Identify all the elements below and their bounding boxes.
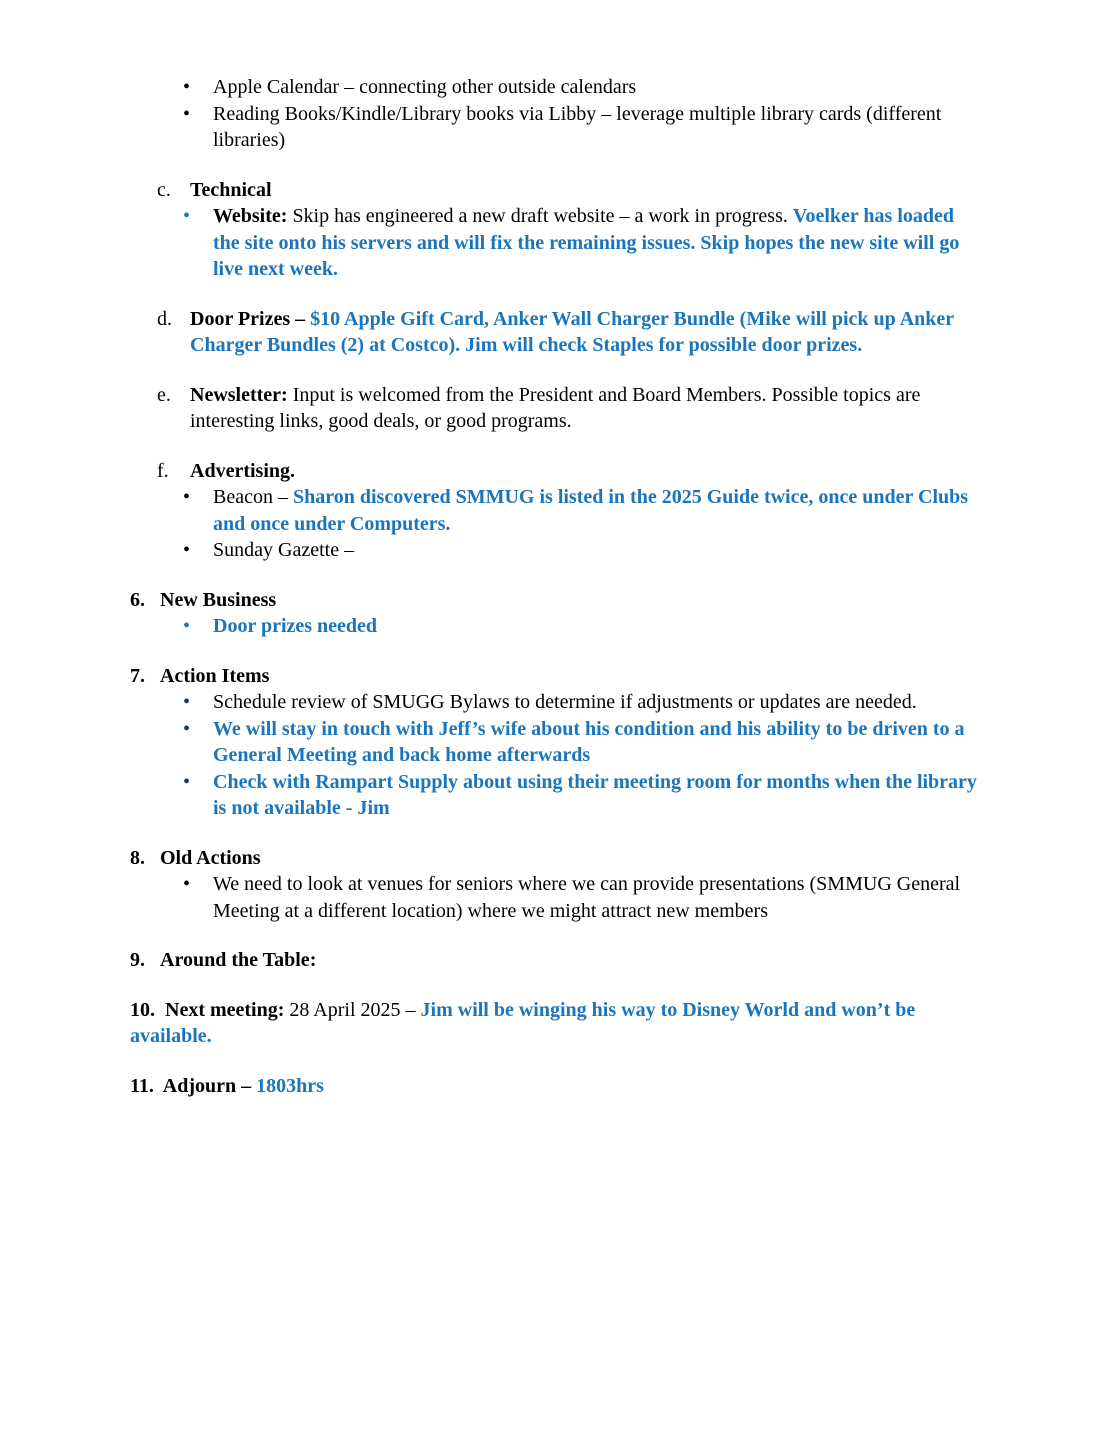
section-door-prizes	[130, 306, 984, 359]
section-new-business	[130, 587, 984, 640]
section-technical	[130, 177, 984, 283]
bullet-icon	[183, 689, 190, 716]
list-item-text	[213, 691, 917, 713]
section-newsletter	[130, 382, 984, 435]
list-item-text	[213, 718, 965, 767]
bullet-item	[130, 769, 984, 822]
bullet-item	[130, 537, 984, 564]
list-item-text	[160, 589, 276, 611]
bullet-icon	[183, 484, 190, 511]
numbered-heading	[130, 845, 984, 872]
text-segment: Reading Books/Kindle/Library books via Libby – leverage multiple library cards (different libraries)	[213, 102, 942, 151]
bullet-item	[130, 716, 984, 769]
list-marker: f.	[157, 459, 169, 482]
bullet-icon	[183, 871, 190, 898]
list-marker: d.	[157, 307, 172, 330]
list-item-text	[213, 771, 977, 820]
bullet-item	[130, 871, 984, 924]
list-marker: c.	[157, 178, 171, 201]
paragraph	[130, 997, 984, 1050]
numbered-heading	[130, 663, 984, 690]
bullet-icon	[183, 613, 190, 640]
list-item-text	[160, 847, 261, 869]
list-group	[130, 74, 984, 154]
list-item-text	[160, 949, 316, 971]
list-item-text	[160, 665, 269, 687]
text-segment: Advertising.	[190, 459, 295, 482]
bullet-icon	[183, 537, 190, 564]
list-marker: 7.	[130, 664, 145, 687]
list-marker: e.	[157, 383, 171, 406]
text-segment: Newsletter:	[190, 383, 293, 406]
letter-item	[130, 382, 984, 435]
list-item-text	[213, 205, 959, 280]
text-segment: 1803hrs	[256, 1074, 324, 1097]
list-item-text	[190, 179, 272, 201]
section-next-meeting	[130, 997, 984, 1050]
text-segment: Apple Calendar – connecting other outside calendars	[213, 76, 637, 98]
letter-item	[130, 177, 984, 204]
text-segment: We need to look at venues for seniors where we can provide presentations (SMMUG General Meeting at a different location) where we might attract new members	[213, 873, 961, 922]
text-segment: Voelker has loaded the site onto his servers and will fix the remaining issues. Skip hopes the new site will go live next week.	[213, 205, 960, 280]
list-item-text	[213, 539, 354, 561]
bullet-item	[130, 74, 984, 101]
text-segment: Action Items	[160, 664, 270, 687]
list-item-text	[190, 384, 920, 433]
text-segment: We will stay in touch with Jeff’s wife about his condition and his ability to be driven to a General Meeting and back home afterwards	[213, 717, 965, 766]
text-segment: 28 April 2025 –	[289, 998, 421, 1021]
text-segment: $10 Apple Gift Card, Anker Wall Charger Bundle (Mike will pick up Anker Charger Bundles (2) at Costco). Jim will check Staples for possible door prizes.	[190, 307, 954, 356]
list-marker: 6.	[130, 588, 145, 611]
bullet-icon	[183, 716, 190, 743]
list-item-text	[190, 308, 954, 357]
text-segment: 10. Next meeting:	[130, 998, 290, 1021]
bullet-icon	[183, 203, 190, 230]
section-old-actions	[130, 845, 984, 925]
text-segment: Door prizes needed	[213, 615, 378, 637]
section-adjourn	[130, 1073, 984, 1100]
text-segment: Input is welcomed from the President and Board Members. Possible topics are interesting links, good deals, or good programs.	[190, 383, 921, 432]
list-item-text	[213, 873, 960, 922]
list-marker: 8.	[130, 846, 145, 869]
letter-item	[130, 306, 984, 359]
text-segment: Skip has engineered a new draft website – a work in progress.	[292, 205, 793, 227]
bullet-item	[130, 484, 984, 537]
letter-item	[130, 458, 984, 485]
bullet-item	[130, 613, 984, 640]
list-item-text	[213, 76, 636, 98]
text-segment: New Business	[160, 588, 277, 611]
bullet-icon	[183, 769, 190, 796]
bullet-icon	[183, 101, 190, 128]
list-item-text	[213, 486, 968, 535]
list-item-text	[130, 999, 915, 1048]
bullet-item	[130, 689, 984, 716]
list-item-text	[190, 460, 295, 482]
list-item-text	[213, 615, 377, 637]
paragraph	[130, 1073, 984, 1100]
list-item-text	[130, 1075, 324, 1097]
text-segment: Schedule review of SMUGG Bylaws to determine if adjustments or updates are needed.	[213, 691, 917, 713]
numbered-heading	[130, 587, 984, 614]
section-action-items	[130, 663, 984, 822]
text-segment: 11. Adjourn –	[130, 1074, 257, 1097]
text-segment: Website:	[213, 205, 293, 227]
text-segment: Door Prizes –	[190, 307, 311, 330]
bullet-item	[130, 203, 984, 283]
text-segment: Beacon –	[213, 486, 293, 508]
list-item-text	[213, 103, 941, 152]
text-segment: Around the Table:	[160, 949, 317, 971]
text-segment: Sharon discovered SMMUG is listed in the 2025 Guide twice, once under Clubs and once under Computers.	[213, 486, 969, 535]
bullet-icon	[183, 74, 190, 101]
section-advertising	[130, 458, 984, 564]
numbered-heading	[130, 947, 984, 974]
text-segment: Technical	[190, 178, 272, 201]
section-around-the-table	[130, 947, 984, 974]
list-marker: 9.	[130, 949, 145, 971]
text-segment: Jim will be winging his way to Disney World and won’t be available.	[130, 998, 916, 1047]
text-segment: Check with Rampart Supply about using their meeting room for months when the library is not available - Jim	[213, 770, 977, 819]
text-segment: Old Actions	[160, 846, 261, 869]
bullet-item	[130, 101, 984, 154]
text-segment: Sunday Gazette –	[213, 539, 355, 561]
